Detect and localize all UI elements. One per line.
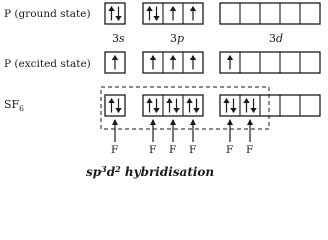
excited-3p-boxes [143,52,203,73]
excited-state-label: P (excited state) [4,58,91,70]
fluorine-donor [189,119,196,156]
fluorine-donor [149,119,156,156]
fluorine-donor [246,119,253,156]
fluorine-label: F [246,144,254,156]
sf6-3s-box [105,95,125,116]
ground-state-orbitals [105,3,320,24]
fluorine-donor [111,119,118,156]
ground-state-label: P (ground state) [4,8,91,20]
fluorine-donors [111,119,253,156]
fluorine-label: F [169,144,177,156]
sf6-label: $SF_6$ [4,98,24,113]
orbital-3p-label: 3p [170,32,185,45]
sf6-3p-boxes [143,95,203,116]
fluorine-label: F [149,144,157,156]
ground-3p-boxes [143,3,203,24]
ground-3d-boxes [220,3,320,24]
sf6-orbitals [105,95,320,116]
sf6-3d-boxes [220,95,320,116]
excited-state-orbitals [105,52,320,73]
ground-3s-box [105,3,125,24]
fluorine-donor [169,119,176,156]
orbital-3s-label: 3s [112,32,125,45]
fluorine-label: F [226,144,234,156]
fluorine-label: F [189,144,197,156]
excited-3d-boxes [220,52,320,73]
fluorine-label: F [111,144,119,156]
excited-3s-box [105,52,125,73]
caption: $sp^3d^2$ hybridisation [86,164,215,179]
fluorine-donor [226,119,233,156]
orbital-3d-label: 3d [269,32,284,45]
